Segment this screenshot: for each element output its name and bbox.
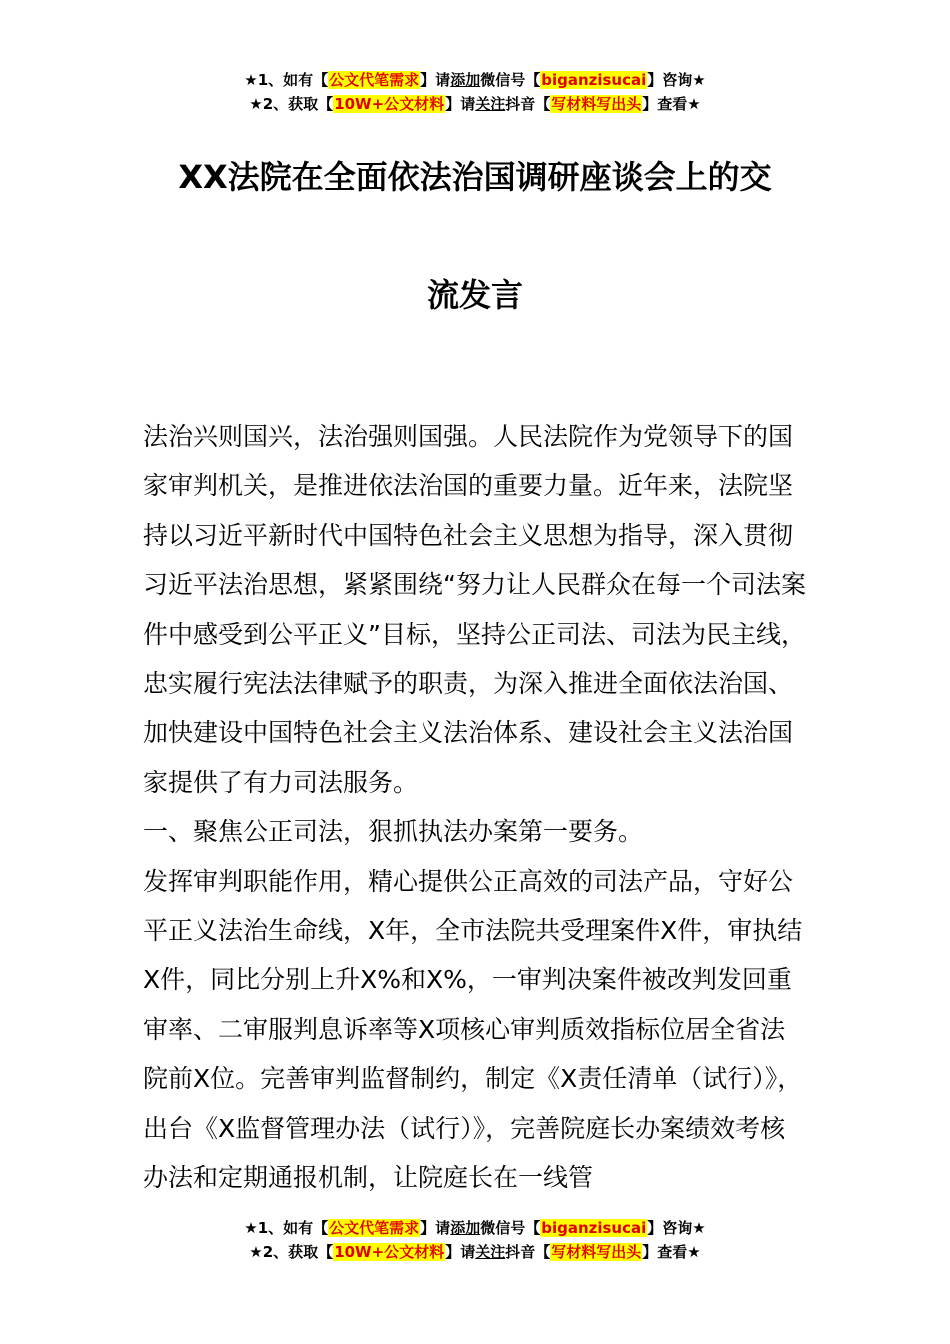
promo-underline: 关注 <box>475 1243 506 1261</box>
promo-text: 】咨询★ <box>647 71 706 89</box>
promo-highlight: 公文代笔需求 <box>329 71 420 89</box>
promo-line-2 <box>0 1240 950 1264</box>
document-body <box>143 412 807 1203</box>
promo-text: 微信号【 <box>480 1219 541 1237</box>
promo-text: 抖音【 <box>505 1243 551 1261</box>
promo-text: 微信号【 <box>480 71 541 89</box>
promo-text: ★1、如有【 <box>244 71 329 89</box>
promo-text: 】请 <box>445 1243 476 1261</box>
promo-highlight: biganzisucai <box>541 71 647 89</box>
promo-line-2 <box>0 92 950 116</box>
promo-text: 】咨询★ <box>647 1219 706 1237</box>
promo-text: ★2、获取【 <box>249 1243 334 1261</box>
promo-underline: 添加 <box>450 1219 481 1237</box>
section-heading: 一、聚焦公正司法，狠抓执法办案第一要务。 <box>143 817 644 847</box>
promo-text: 】请 <box>420 1219 451 1237</box>
promo-highlight: biganzisucai <box>541 1219 647 1237</box>
promo-highlight: 写材料写出头 <box>551 95 642 113</box>
promo-underline: 添加 <box>450 71 481 89</box>
promo-highlight: 10W+公文材料 <box>334 95 445 113</box>
promo-text: 】查看★ <box>642 95 701 113</box>
promo-text: ★1、如有【 <box>244 1219 329 1237</box>
body-paragraph: 法治兴则国兴，法治强则国强。人民法院作为党领导下的国家审判机关，是推进依法治国的重要力量。近年来，法院坚持以习近平新时代中国特色社会主义思想为指导，深入贯彻习近平法治思想，紧紧围绕“努力让人民群众在每一个司法案件中感受到公平正义”目标，坚持公正司法、司法为民主线，忠实履行宪法法律赋予的职责，为深入推进全面依法治国、加快建设中国特色社会主义法治体系、建设社会主义法治国家提供了有力司法服务。 <box>143 422 806 797</box>
promo-header <box>0 68 950 116</box>
body-paragraph: 发挥审判职能作用，精心提供公正高效的司法产品，守好公平正义法治生命线，X年，全市法院共受理案件X件，审执结X件，同比分别上升X%和X%，一审判决案件被改判发回重审率、二审服判息诉率等X项核心审判质效指标位居全省法院前X位。完善审判监督制约，制定《X责任清单（试行）》，出台《X监督管理办法（试行）》，完善院庭长办案绩效考核办法和定期通报机制，让院庭长在一线管 <box>143 866 803 1193</box>
promo-highlight: 10W+公文材料 <box>334 1243 445 1261</box>
promo-underline: 关注 <box>475 95 506 113</box>
promo-line-1 <box>0 1216 950 1240</box>
promo-text: 】查看★ <box>642 1243 701 1261</box>
promo-text: ★2、获取【 <box>249 95 334 113</box>
promo-text: 】请 <box>445 95 476 113</box>
promo-text: 抖音【 <box>505 95 551 113</box>
promo-footer <box>0 1216 950 1264</box>
document-title-line-1: XX法院在全面依法治国调研座谈会上的交 <box>178 158 772 196</box>
promo-text: 】请 <box>420 71 451 89</box>
promo-highlight: 公文代笔需求 <box>329 1219 420 1237</box>
promo-line-1 <box>0 68 950 92</box>
document-title-line-2: 流发言 <box>426 276 523 314</box>
promo-highlight: 写材料写出头 <box>551 1243 642 1261</box>
